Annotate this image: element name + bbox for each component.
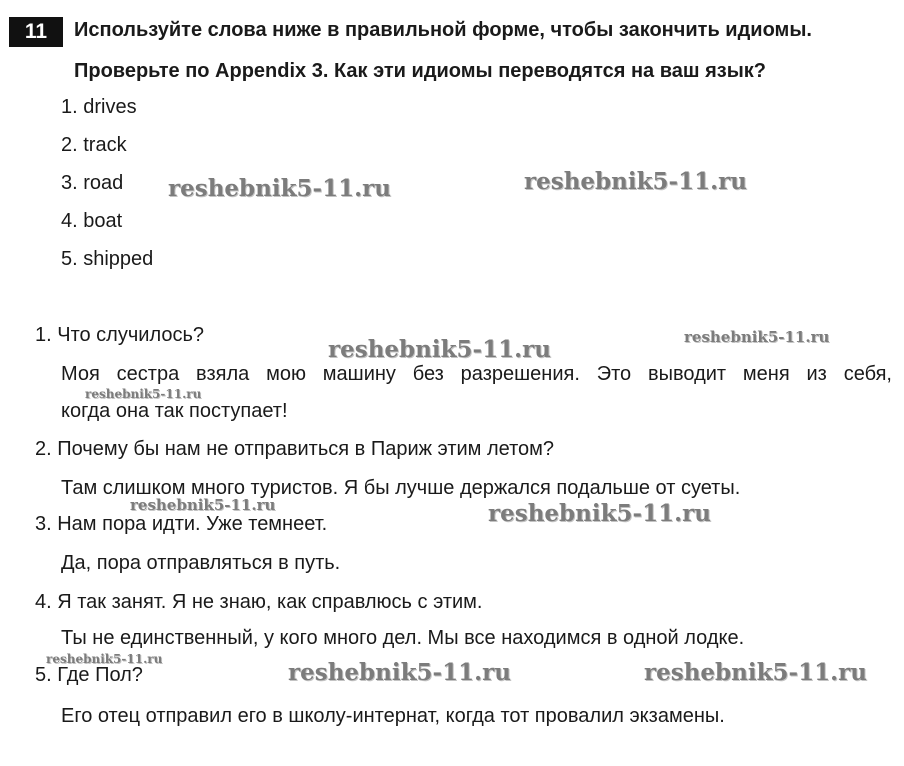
dialogue-answer: когда она так поступает!	[61, 400, 288, 422]
word-item: 5. shipped	[61, 248, 154, 270]
dialogue-question: 2. Почему бы нам не отправиться в Париж этим летом?	[35, 438, 555, 460]
exercise-number-badge: 11	[9, 17, 63, 47]
instruction-line-2: Проверьте по Appendix 3. Как эти идиомы переводятся на ваш язык?	[74, 60, 767, 82]
watermark: reshebnik5-11.ru	[328, 336, 551, 363]
watermark: reshebnik5-11.ru	[644, 659, 867, 686]
watermark: reshebnik5-11.ru	[488, 500, 711, 527]
dialogue-question: 4. Я так занят. Я не знаю, как справлюсь с этим.	[35, 591, 483, 613]
watermark: reshebnik5-11.ru	[684, 328, 830, 346]
dialogue-answer: Его отец отправил его в школу-интернат, когда тот провалил экзамены.	[61, 705, 725, 727]
dialogue-answer: Да, пора отправляться в путь.	[61, 552, 341, 574]
dialogue-answer: Моя сестра взяла мою машину без разрешения. Это выводит меня из себя,	[61, 363, 892, 385]
watermark: reshebnik5-11.ru	[85, 387, 202, 401]
watermark: reshebnik5-11.ru	[130, 496, 276, 514]
dialogue-question: 1. Что случилось?	[35, 324, 205, 346]
word-item: 1. drives	[61, 96, 137, 118]
word-item: 4. boat	[61, 210, 123, 232]
dialogue-question: 5. Где Пол?	[35, 664, 143, 686]
dialogue-answer: Там слишком много туристов. Я бы лучше держался подальше от суеты.	[61, 477, 741, 499]
watermark: reshebnik5-11.ru	[524, 168, 747, 195]
dialogue-question: 3. Нам пора идти. Уже темнеет.	[35, 513, 328, 535]
dialogue-answer: Ты не единственный, у кого много дел. Мы все находимся в одной лодке.	[61, 627, 745, 649]
watermark: reshebnik5-11.ru	[288, 659, 511, 686]
word-item: 2. track	[61, 134, 127, 156]
watermark: reshebnik5-11.ru	[168, 175, 391, 202]
instruction-line-1: Используйте слова ниже в правильной форме, чтобы закончить идиомы.	[74, 19, 812, 41]
word-item: 3. road	[61, 172, 124, 194]
watermark: reshebnik5-11.ru	[46, 652, 163, 666]
